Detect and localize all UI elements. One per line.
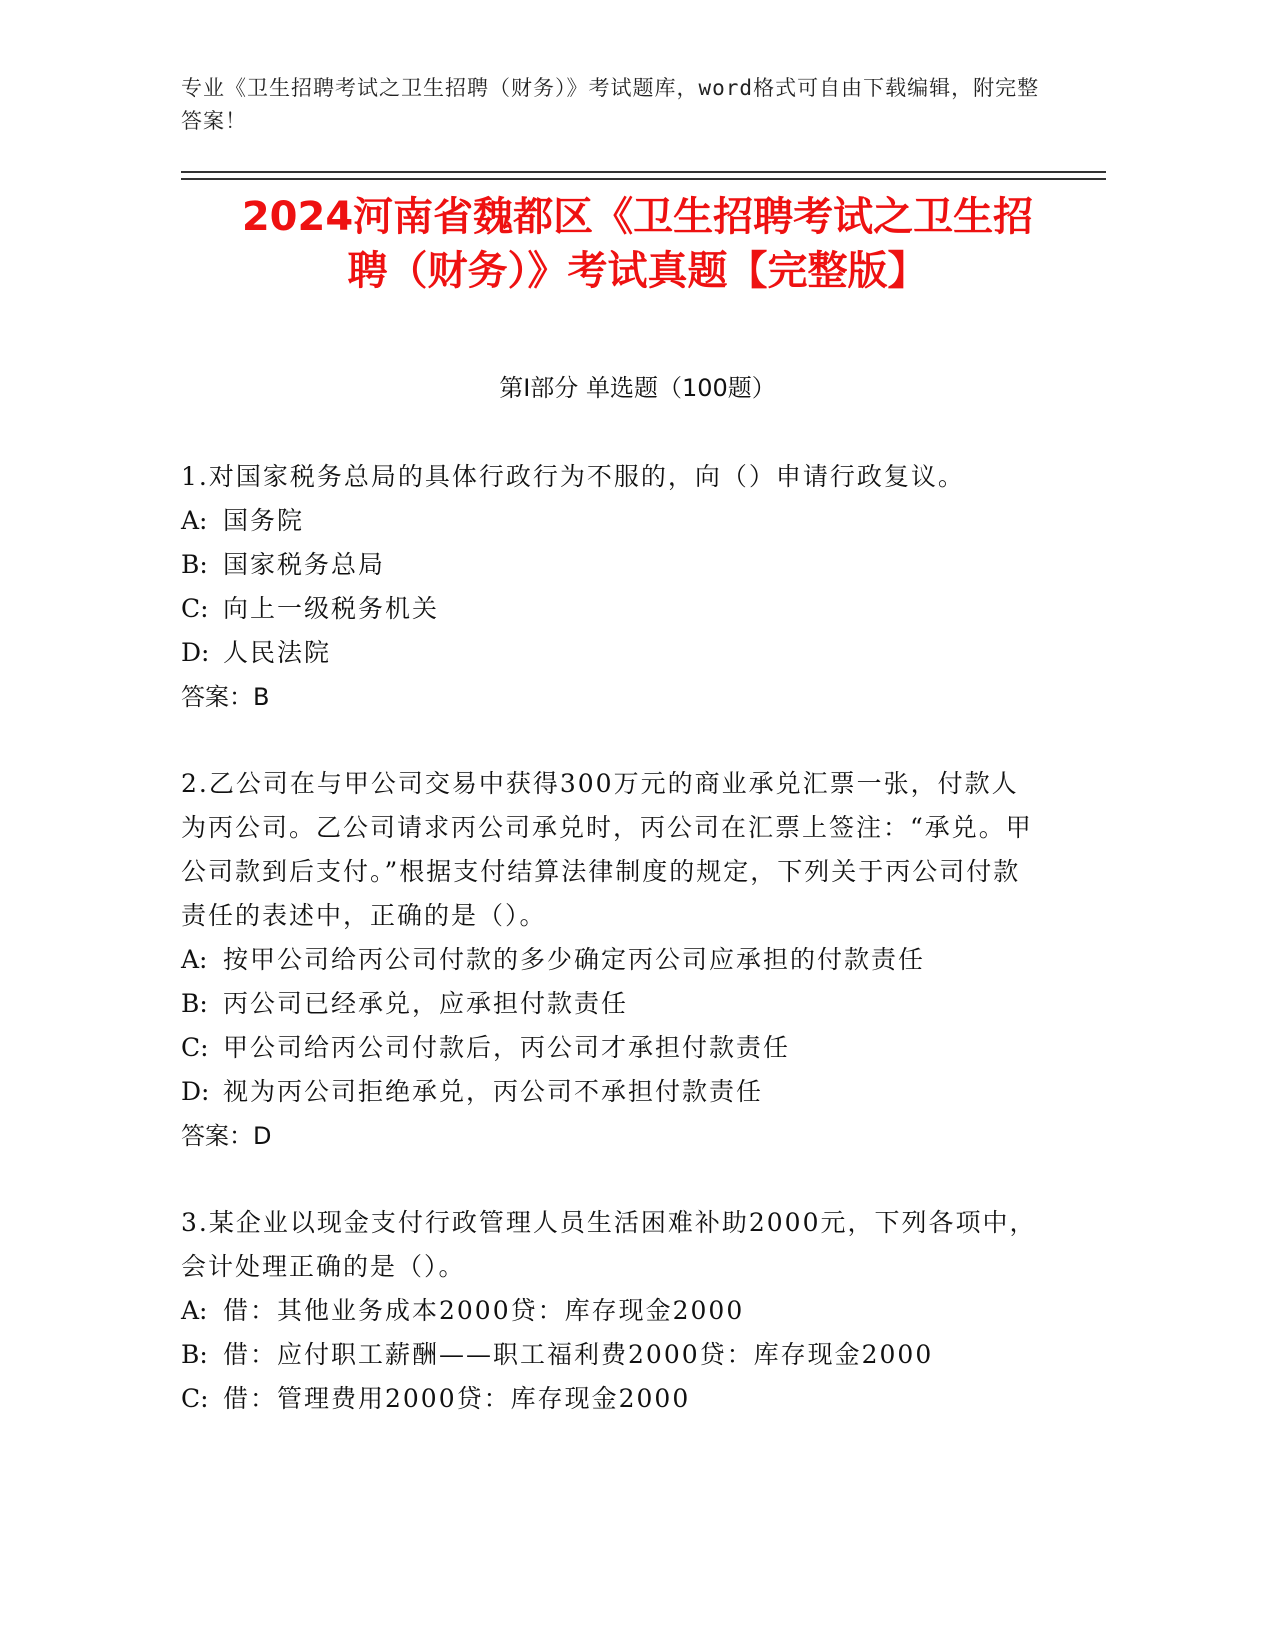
question-stem: 1.对国家税务总局的具体行政行为不服的，向（）申请行政复议。 xyxy=(181,462,965,491)
header-note: 专业《卫生招聘考试之卫生招聘（财务）》考试题库，word格式可自由下载编辑，附完整答案！ xyxy=(181,76,1040,133)
option-text: 视为丙公司拒绝承兑，丙公司不承担付款责任 xyxy=(223,1077,764,1106)
option-key: D: xyxy=(181,1077,210,1106)
option-c xyxy=(181,1377,1041,1421)
answer: 答案：B xyxy=(181,683,270,711)
option-key: B: xyxy=(181,1340,208,1369)
option-key: D: xyxy=(181,638,210,667)
option-text: 人民法院 xyxy=(223,638,332,667)
question-stem: 2.乙公司在与甲公司交易中获得300万元的商业承兑汇票一张，付款人为丙公司。乙公司请求丙公司承兑时，丙公司在汇票上签注：“承兑。甲公司款到后支付。”根据支付结算法律制度的规定，下列关于丙公司付款责任的表述中，正确的是（）。 xyxy=(181,769,1033,930)
question-list xyxy=(181,455,1041,1464)
option-text: 借：应付职工薪酬——职工福利费2000贷：库存现金2000 xyxy=(223,1340,934,1369)
option-key: A: xyxy=(181,1296,208,1325)
option-text: 借：管理费用2000贷：库存现金2000 xyxy=(223,1384,691,1413)
option-d xyxy=(181,1070,1041,1114)
question-2 xyxy=(181,762,1041,1158)
option-a xyxy=(181,938,1041,982)
question-1 xyxy=(181,455,1041,719)
option-d xyxy=(181,631,1041,675)
option-text: 国务院 xyxy=(223,506,305,535)
option-text: 借：其他业务成本2000贷：库存现金2000 xyxy=(223,1296,745,1325)
option-text: 国家税务总局 xyxy=(223,550,386,579)
document-title-line-1: 2024河南省魏都区《卫生招聘考试之卫生招 xyxy=(241,194,1034,240)
option-b xyxy=(181,543,1041,587)
option-text: 甲公司给丙公司付款后，丙公司才承担付款责任 xyxy=(223,1033,791,1062)
option-text: 向上一级税务机关 xyxy=(223,594,440,623)
option-key: A: xyxy=(181,945,208,974)
option-b xyxy=(181,1333,1041,1377)
option-text: 丙公司已经承兑，应承担付款责任 xyxy=(223,989,629,1018)
header-rule-top xyxy=(181,171,1106,173)
header-rule-bottom xyxy=(181,178,1106,180)
option-c xyxy=(181,1026,1041,1070)
option-a xyxy=(181,1289,1041,1333)
answer: 答案：D xyxy=(181,1122,272,1150)
option-key: C: xyxy=(181,1384,209,1413)
option-key: C: xyxy=(181,594,209,623)
option-key: B: xyxy=(181,550,208,579)
option-c xyxy=(181,587,1041,631)
option-text: 按甲公司给丙公司付款的多少确定丙公司应承担的付款责任 xyxy=(223,945,926,974)
option-key: C: xyxy=(181,1033,209,1062)
option-a xyxy=(181,499,1041,543)
question-stem: 3.某企业以现金支付行政管理人员生活困难补助2000元，下列各项中，会计处理正确的是（）。 xyxy=(181,1208,1037,1281)
option-key: B: xyxy=(181,989,208,1018)
option-b xyxy=(181,982,1041,1026)
question-3 xyxy=(181,1201,1041,1421)
document-title xyxy=(150,190,1125,298)
document-title-line-2: 聘（财务）》考试真题【完整版】 xyxy=(347,248,928,294)
option-key: A: xyxy=(181,506,208,535)
section-heading: 第Ⅰ部分 单选题（100题） xyxy=(499,374,776,402)
